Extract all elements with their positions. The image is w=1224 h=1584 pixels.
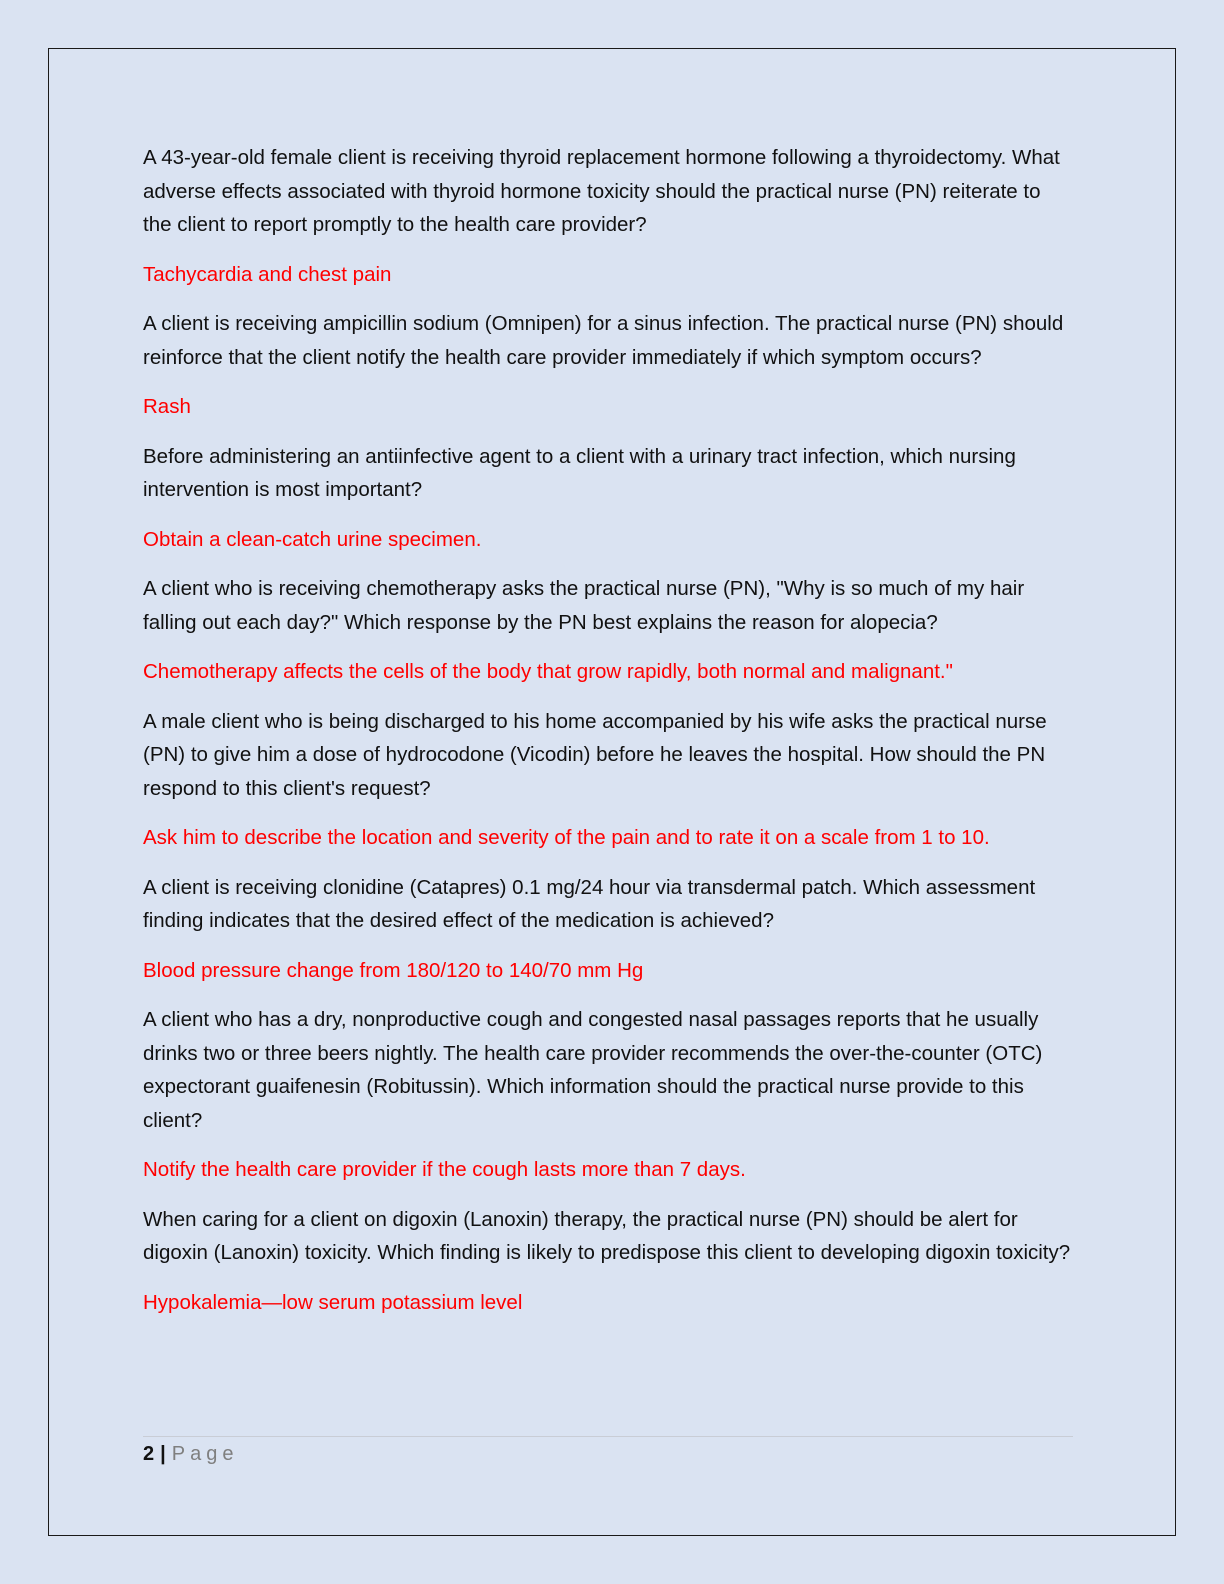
answer-2: Rash (143, 395, 191, 418)
footer-separator: | (160, 1443, 166, 1465)
answer-3: Obtain a clean-catch urine specimen. (143, 527, 482, 551)
question-6: A client is receiving clonidine (Catapres) 0.1 mg/24 hour via transdermal patch. Which assessment finding indicates that the desired effect of the medication is achieved? (143, 875, 1036, 932)
page-number: 2 (143, 1443, 155, 1465)
question-8: When caring for a client on digoxin (Lanoxin) therapy, the practical nurse (PN) should be alert for digoxin (Lanoxin) toxicity. Which finding is likely to predispose this client to developing digoxin toxicity? (143, 1207, 1071, 1264)
page-footer (143, 1440, 238, 1468)
answer-5: Ask him to describe the location and severity of the pain and to rate it on a scale from 1 to 10. (143, 826, 990, 849)
footer-divider (143, 1436, 1073, 1437)
answer-6: Blood pressure change from 180/120 to 140/70 mm Hg (143, 958, 644, 982)
question-3: Before administering an antiinfective agent to a client with a urinary tract infection, which nursing intervention is most important? (143, 444, 1016, 501)
page-label: Page (171, 1443, 239, 1465)
question-7: A client who has a dry, nonproductive cough and congested nasal passages reports that he usually drinks two or three beers nightly. The health care provider recommends the over-the-counter (OTC) expectorant guaifenesin (Robitussin). Which information should the practical nurse provide to this client? (143, 1008, 1043, 1132)
answer-1: Tachycardia and chest pain (143, 262, 392, 286)
question-1: A 43-year-old female client is receiving thyroid replacement hormone following a thyroidectomy. What adverse effects associated with thyroid hormone toxicity should the practical nurse (PN) reiterate to the client to report promptly to the health care provider? (143, 146, 1060, 236)
question-5: A male client who is being discharged to his home accompanied by his wife asks the practical nurse (PN) to give him a dose of hydrocodone (Vicodin) before he leaves the hospital. How should the PN respond to this client's request? (143, 709, 1047, 800)
answer-8: Hypokalemia—low serum potassium level (143, 1290, 523, 1314)
answer-7: Notify the health care provider if the cough lasts more than 7 days. (143, 1158, 746, 1181)
question-2: A client is receiving ampicillin sodium (Omnipen) for a sinus infection. The practical nurse (PN) should reinforce that the client notify the health care provider immediately if which symptom occurs? (143, 312, 1064, 369)
document-body (143, 141, 1073, 1335)
answer-4: Chemotherapy affects the cells of the body that grow rapidly, both normal and malignant." (143, 660, 953, 683)
question-4: A client who is receiving chemotherapy asks the practical nurse (PN), "Why is so much of my hair falling out each day?" Which response by the PN best explains the reason for alopecia? (143, 577, 1025, 634)
